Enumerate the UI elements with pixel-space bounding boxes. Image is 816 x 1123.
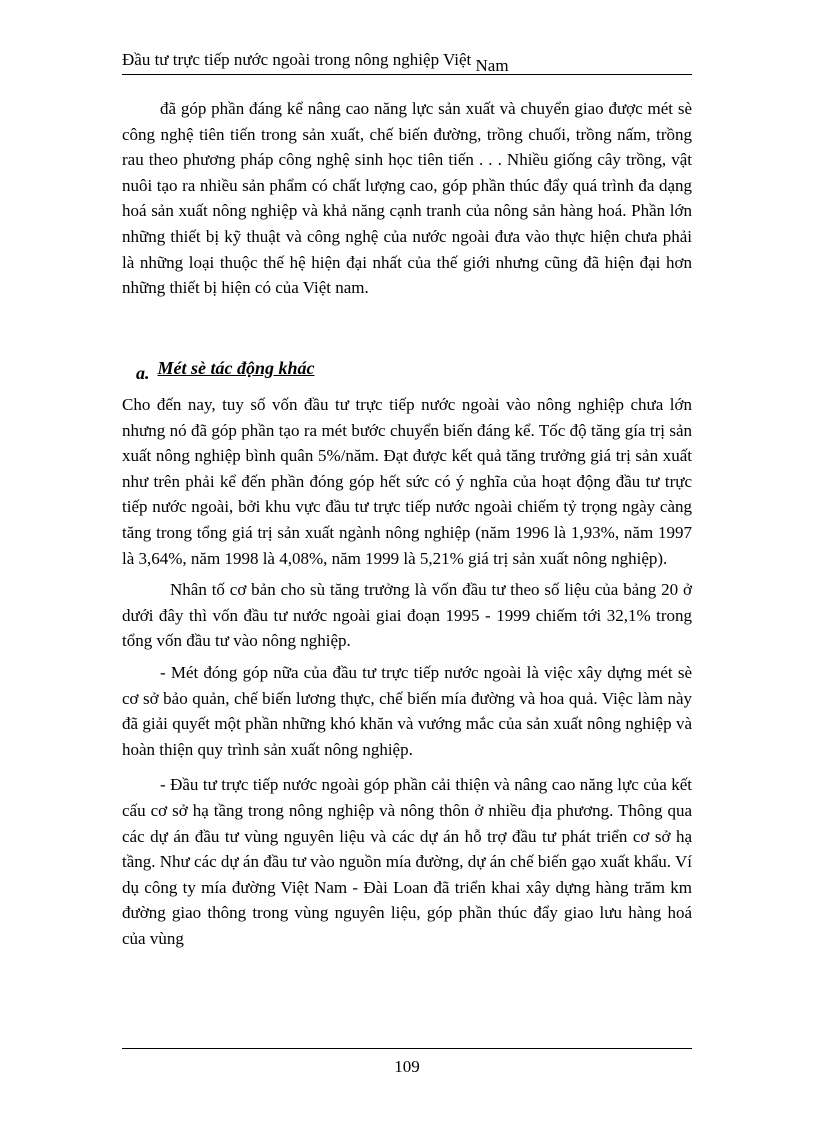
section-title: Mét sè tác động khác (157, 358, 315, 378)
body-text-top (122, 96, 692, 301)
header-title-tail: Nam (475, 56, 509, 75)
section-letter: a. (136, 363, 150, 383)
body-text-main (122, 392, 692, 951)
header-title-main: Đầu tư trực tiếp nước ngoài trong nông nghiệp Việt (122, 50, 472, 69)
paragraph-infrastructure: - Đầu tư trực tiếp nước ngoài góp phần cải thiện và nâng cao năng lực của kết cấu cơ sở hạ tầng trong nông nghiệp và nông thôn ở nhiều địa phương. Thông qua các dự án đầu tư vùng nguyên liệu và các dự án hỗ trợ đầu tư phát triển cơ sở hạ tầng. Như các dự án đầu tư vào nguồn mía đường, dự án chế biến gạo xuất khẩu. Ví dụ công ty mía đường Việt Nam - Đài Loan đã triển khai xây dựng hàng trăm km đường giao thông trong vùng nguyên liệu, góp phần thúc đẩy giao lưu hàng hoá của vùng (122, 775, 692, 948)
page-header (122, 46, 692, 75)
page-footer (122, 1048, 692, 1076)
paragraph-factor: Nhân tố cơ bản cho sù tăng trưởng là vốn đầu tư theo số liệu của bảng 20 ở dưới đây thì vốn đầu tư nước ngoài giai đoạn 1995 - 1999 chiếm tới 32,1% trong tổng vốn đầu tư vào nông nghiệp. (122, 580, 692, 651)
paragraph-intro: đã góp phần đáng kể nâng cao năng lực sản xuất và chuyển giao được mét sè công nghệ tiên tiến trong sản xuất, chế biến đường, trồng chuối, trồng nấm, trồng rau theo phương pháp công nghệ sinh học tiên tiến . . . Nhiều giống cây trồng, vật nuôi tạo ra nhiều sản phẩm có chất lượng cao, góp phần thúc đẩy quá trình đa dạng hoá sản xuất nông nghiệp và khả năng cạnh tranh của nông sản hàng hoá. Phần lớn những thiết bị kỹ thuật và công nghệ của nước ngoài đưa vào thực hiện chưa phải là những loại thuộc thế hệ hiện đại nhất của thế giới nhưng cũng đã hiện đại hơn những thiết bị hiện có của Việt nam. (122, 99, 692, 298)
page-number: 109 (394, 1057, 420, 1076)
paragraph-growth: Cho đến nay, tuy số vốn đầu tư trực tiếp nước ngoài vào nông nghiệp chưa lớn nhưng nó đã góp phần tạo ra mét bước chuyển biến đáng kể. Tốc độ tăng gía trị sản xuất nông nghiệp bình quân 5%/năm. Đạt được kết quả tăng trưởng giá trị sản xuất như trên phải kể đến phần đóng góp hết sức có ý nghĩa của hoạt động đầu tư trực tiếp nước ngoài, bởi khu vực đầu tư trực tiếp nước ngoài chiếm tỷ trọng ngày càng tăng trong tổng giá trị sản xuất ngành nông nghiệp (năm 1996 là 1,93%, năm 1997 là 3,64%, năm 1998 là 4,08%, năm 1999 là 5,21% giá trị sản xuất nông nghiệp). (122, 395, 692, 568)
header-title (122, 50, 509, 75)
section-heading (136, 358, 315, 383)
paragraph-processing: - Mét đóng góp nữa của đầu tư trực tiếp nước ngoài là việc xây dựng mét sè cơ sở bảo quản, chế biến lương thực, chế biến mía đường và hoa quả. Việc làm này đã giải quyết một phần những khó khăn và vướng mắc của sản xuất nông nghiệp và hoàn thiện quy trình sản xuất nông nghiệp. (122, 662, 692, 759)
